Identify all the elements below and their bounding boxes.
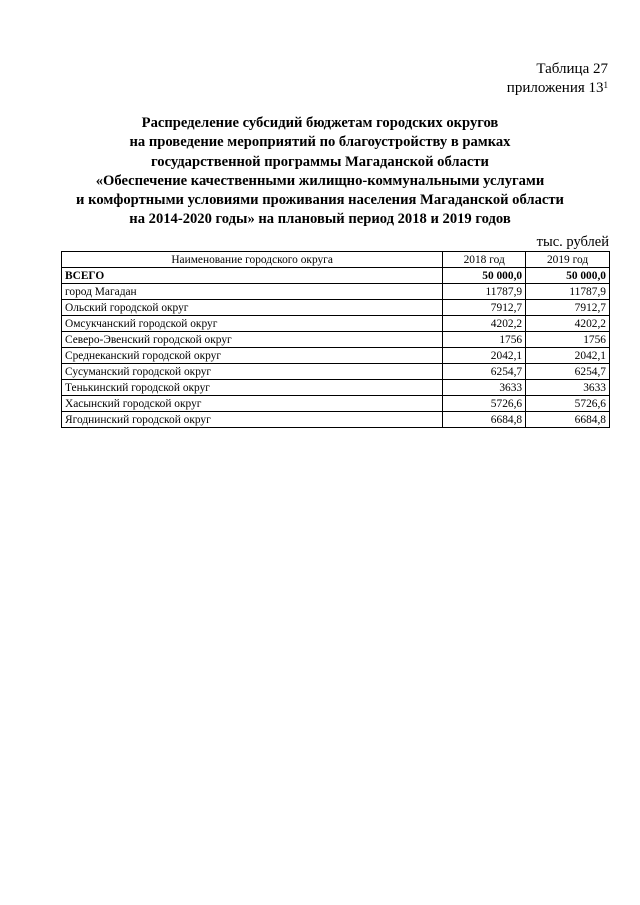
value-2018: 4202,2 [443,316,526,332]
table-row [62,412,610,428]
table-row [62,348,610,364]
total-label: ВСЕГО [62,268,443,284]
title-line: Распределение субсидий бюджетам городских округов [141,115,499,131]
column-header-name: Наименование городского округа [62,252,443,268]
total-2019: 50 000,0 [526,268,610,284]
title-line: на проведение мероприятий по благоустройству в рамках [129,134,511,151]
title-line: государственной программы Магаданской области [151,153,489,170]
table-row [62,396,610,412]
total-row [62,268,610,284]
units-label: тыс. рублей [536,234,609,250]
value-2019: 6254,7 [526,364,610,380]
value-2018: 6254,7 [443,364,526,380]
document-title [40,114,600,230]
value-2019: 4202,2 [526,316,610,332]
district-name: Среднеканский городской округ [62,348,443,364]
value-2019: 6684,8 [526,412,610,428]
appendix-superscript: 1 [603,80,608,90]
table-row [62,332,610,348]
table-header-row [62,252,610,268]
value-2018: 5726,6 [443,396,526,412]
value-2018: 1756 [443,332,526,348]
value-2018: 11787,9 [443,284,526,300]
title-line: «Обеспечение качественными жилищно-коммунальными услугами [95,172,545,189]
value-2019: 1756 [526,332,610,348]
table-row [62,300,610,316]
column-header-2019: 2019 год [526,252,610,268]
column-header-2018: 2018 год [443,252,526,268]
table-row [62,284,610,300]
district-name: Тенькинский городской округ [62,380,443,396]
value-2019: 2042,1 [526,348,610,364]
district-name: Омсукчанский городской округ [62,316,443,332]
title-line: и комфортными условиями проживания населения Магаданской области [76,192,564,209]
table-number-label: Таблица 27 [536,61,608,77]
district-name: Хасынский городской округ [62,396,443,412]
value-2019: 7912,7 [526,300,610,316]
value-2018: 7912,7 [443,300,526,316]
value-2019: 5726,6 [526,396,610,412]
value-2018: 3633 [443,380,526,396]
value-2018: 2042,1 [443,348,526,364]
table-row [62,364,610,380]
district-name: Ольский городской округ [62,300,443,316]
value-2018: 6684,8 [443,412,526,428]
appendix-label: приложения 13 [506,80,604,96]
district-name: город Магадан [62,284,443,300]
table-row [62,380,610,396]
value-2019: 3633 [526,380,610,396]
district-name: Северо-Эвенский городской округ [62,332,443,348]
total-2018: 50 000,0 [443,268,526,284]
district-name: Ягоднинский городской округ [62,412,443,428]
table-reference [507,60,608,98]
district-name: Сусуманский городской округ [62,364,443,380]
title-line: на 2014-2020 годы» на плановый период 2018 и 2019 годов [129,211,511,228]
appendix-label-line [507,79,608,98]
subsidy-table [61,251,610,428]
table-row [62,316,610,332]
value-2019: 11787,9 [526,284,610,300]
